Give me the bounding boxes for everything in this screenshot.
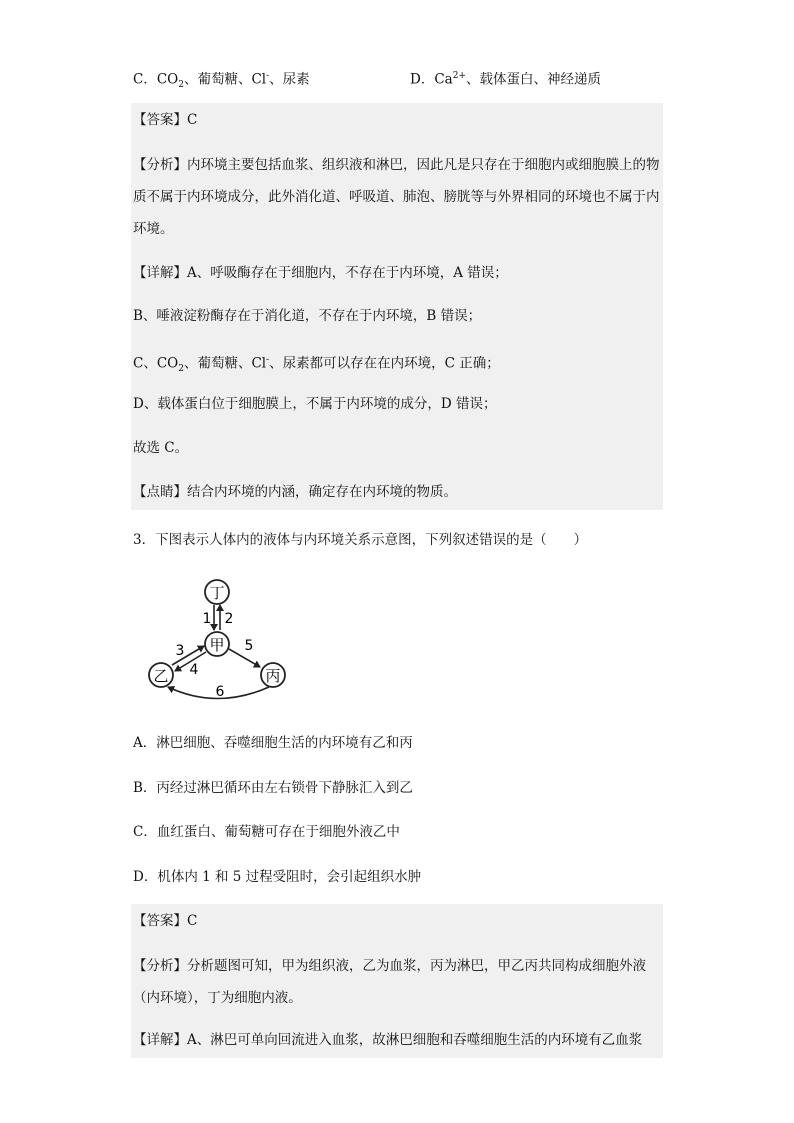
q2-choose: 故选 C。 — [133, 440, 189, 456]
q3-answer: 【答案】C — [133, 913, 198, 929]
q2-detail-a: 【详解】A、呼吸酶存在于细胞内，不存在于内环境，A 错误； — [133, 265, 508, 281]
option-c-top: C．$CO_2$、葡萄糖、Cl-、尿素 — [133, 71, 310, 91]
svg-text:丁: 丁 — [209, 584, 225, 602]
label-3: 1 — [202, 611, 212, 627]
label-5: 5 — [244, 638, 254, 654]
node-jia — [205, 632, 229, 656]
q2-detail-d: D、载体蛋白位于细胞膜上，不属于内环境的成分，D 错误； — [133, 396, 497, 412]
q2-detail-c: C、$CO_2$、葡萄糖、Cl-、尿素都可以存在在内环境，C 正确； — [133, 355, 500, 375]
svg-text:丙: 丙 — [265, 667, 281, 685]
node-yi — [149, 663, 173, 687]
q3-option-c: C．血红蛋白、葡萄糖可存在于细胞外液乙中 — [133, 824, 400, 840]
q2-analysis: 【分析】内环境主要包括血浆、组织液和淋巴，因此凡是只存在于细胞内或细胞膜上的物质不属于内环境成分，此外消化道、呼吸道、肺泡、膀胱等与外界相同的环境也不属于内环境。 — [133, 157, 660, 237]
svg-text:乙: 乙 — [153, 667, 169, 685]
label-2: 4 — [189, 662, 199, 678]
q3-detail: 【详解】A、淋巴可单向回流进入血浆，故淋巴细胞和吞噬细胞生活的内环境有乙血浆 — [133, 1032, 643, 1048]
svg-text:甲: 甲 — [209, 636, 225, 654]
q2-answer: 【答案】C — [133, 112, 198, 128]
q2-note: 【点睛】结合内环境的内涵，确定存在内环境的物质。 — [133, 484, 457, 500]
option-d-top: D．$Ca^{2+}$、载体蛋白、神经递质 — [410, 71, 601, 88]
label-6: 6 — [215, 684, 225, 700]
label-4: 2 — [224, 611, 234, 627]
q3-analysis: 【分析】分析题图可知，甲为组织液，乙为血浆，丙为淋巴，甲乙丙共同构成细胞外液（内环境），丁为细胞内液。 — [133, 958, 646, 1006]
body-fluid-diagram — [136, 572, 296, 712]
q3-stem: 3．下图表示人体内的液体与内环境关系示意图，下列叙述错误的是（ ） — [133, 532, 588, 548]
node-ding — [205, 580, 229, 604]
node-bing — [261, 663, 285, 687]
q2-detail-b: B、唾液淀粉酶存在于消化道，不存在于内环境，B 错误； — [133, 308, 482, 324]
label-1: 3 — [175, 643, 185, 659]
q3-option-d: D．机体内 1 和 5 过程受阻时，会引起组织水肿 — [133, 869, 422, 885]
q3-option-b: B．丙经过淋巴循环由左右锁骨下静脉汇入到乙 — [133, 780, 413, 796]
q3-option-a: A．淋巴细胞、吞噬细胞生活的内环境有乙和丙 — [133, 735, 413, 751]
